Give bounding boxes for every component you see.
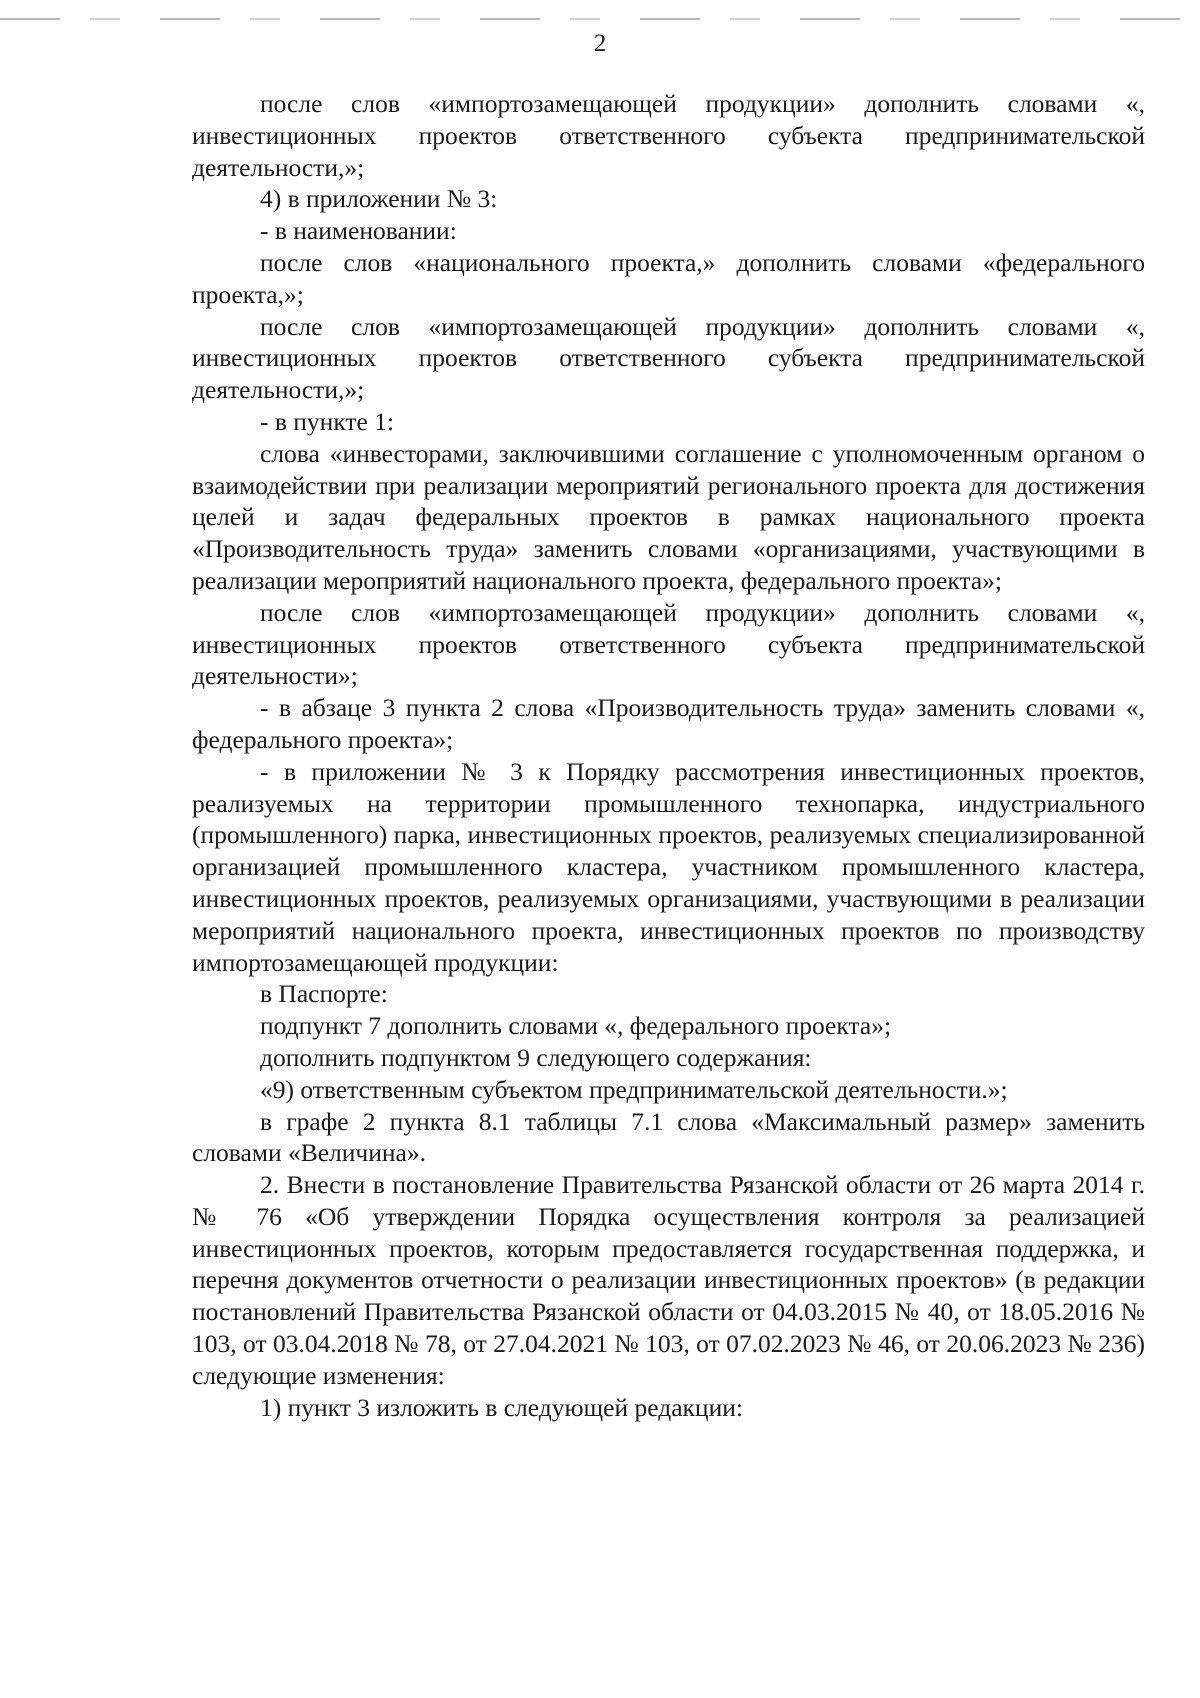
paragraph: - в пункте 1: <box>260 406 395 436</box>
paragraph: дополнить подпунктом 9 следующего содержания: <box>260 1042 812 1072</box>
paragraph: 4) в приложении № 3: <box>260 184 498 214</box>
paragraph: 2. Внести в постановление Правительства Рязанской области от 26 марта 2014 г. № 76 «Об утверждении Порядка осуществления контроля за реализацией инвестиционных проектов, которым предоставляется государственная поддержка, и перечня документов отчетности о реализации инвестиционных проектов» (в редакции постановлений Правительства Рязанской области от 04.03.2015 № 40, от 18.05.2016 № 103, от 03.04.2018 № 78, от 27.04.2021 № 103, от 07.02.2023 № 46, от 20.06.2023 № 236) следующие изменения: <box>192 1170 1145 1390</box>
paragraph: «9) ответственным субъектом предпринимательской деятельности.»; <box>260 1074 1008 1104</box>
paragraph: в Паспорте: <box>260 979 388 1009</box>
scan-top-edge <box>0 18 1200 20</box>
paragraph: 1) пункт 3 изложить в следующей редакции: <box>260 1392 743 1422</box>
paragraph: после слов «национального проекта,» дополнить словами «федерального проекта,»; <box>192 247 1145 309</box>
paragraph: - в абзаце 3 пункта 2 слова «Производительность труда» заменить словами «, федерального проекта»; <box>192 693 1145 754</box>
paragraph: - в приложении № 3 к Порядку рассмотрения инвестиционных проектов, реализуемых на территории промышленного технопарка, индустриального (промышленного) парка, инвестиционных проектов, реализуемых специализированной организацией промышленного кластера, участником промышленного кластера, инвестиционных проектов, реализуемых организациями, участвующими в реализации мероприятий национального проекта, инвестиционных проектов по производству импортозамещающей продукции: <box>192 756 1145 977</box>
paragraph: подпункт 7 дополнить словами «, федерального проекта»; <box>260 1011 892 1041</box>
page-number: 2 <box>593 30 607 57</box>
document-body <box>192 88 1145 1423</box>
paragraph: в графе 2 пункта 8.1 таблицы 7.1 слова «Максимальный размер» заменить словами «Величина». <box>192 1106 1145 1168</box>
paragraph: - в наименовании: <box>260 216 457 246</box>
paragraph: слова «инвесторами, заключившими соглашение с уполномоченным органом о взаимодействии при реализации мероприятий регионального проекта для достижения целей и задач федеральных проектов в рамках национального проекта «Производительность труда» заменить словами «организациями, участвующими в реализации мероприятий национального проекта, федерального проекта»; <box>192 438 1145 595</box>
paragraph: после слов «импортозамещающей продукции» дополнить словами «, инвестиционных проектов ответственного субъекта предпринимательской деятельности,»; <box>192 311 1145 405</box>
paragraph: после слов «импортозамещающей продукции» дополнить словами «, инвестиционных проектов ответственного субъекта предпринимательской деятельности»; <box>192 597 1145 691</box>
paragraph: после слов «импортозамещающей продукции» дополнить словами «, инвестиционных проектов ответственного субъекта предпринимательской деятельности,»; <box>192 89 1145 182</box>
